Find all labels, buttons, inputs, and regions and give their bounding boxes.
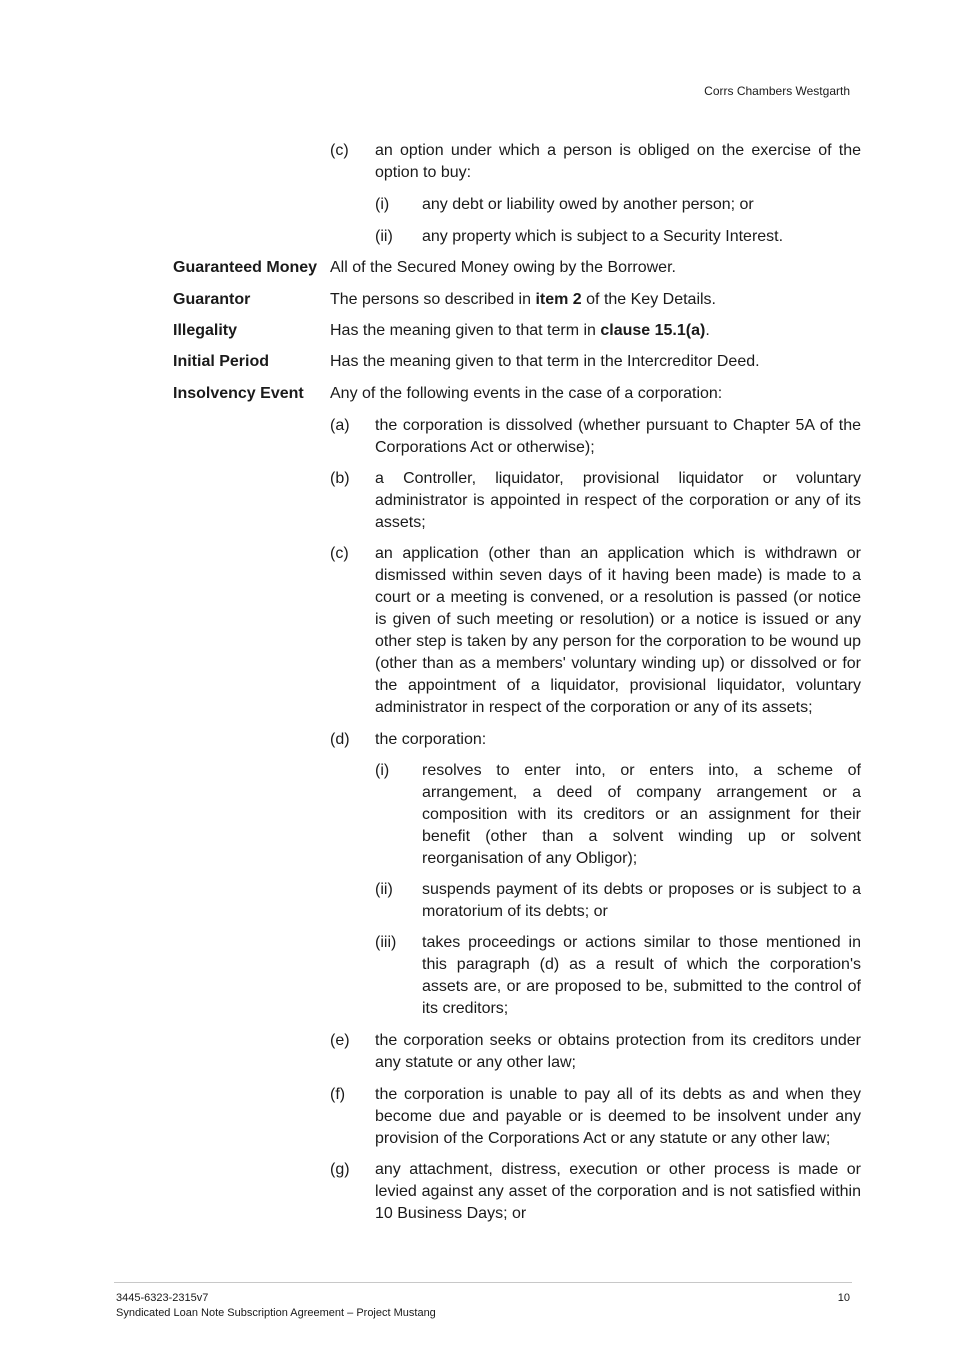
insolvency-b-text: a Controller, liquidator, provisional liquidator or voluntary administrator is appointed in respect of the corporation or any of its assets;: [375, 470, 861, 531]
footer-divider: [114, 1282, 852, 1283]
item-c-ii-text: any property which is subject to a Security Interest.: [422, 228, 784, 245]
insolvency-e-label: (e): [330, 1032, 350, 1049]
insolvency-d-label: (d): [330, 731, 350, 748]
insolvency-d-i-text: resolves to enter into, or enters into, a scheme of arrangement, a deed of company arrangement or a composition with its creditors or an assignment for their benefit (other than a solvent winding up or solvent reorganisation of any Obligor);: [422, 762, 861, 867]
insolvency-f-text: the corporation is unable to pay all of its debts as and when they become due and payable or is deemed to be insolvent under any provision of the Corporations Act or any statute or any other law;: [375, 1086, 861, 1147]
insolvency-g-text: any attachment, distress, execution or other process is made or levied against any asset of the corporation and is not satisfied within 10 Business Days; or: [375, 1161, 861, 1222]
def-illegality: Has the meaning given to that term in clause 15.1(a).: [330, 322, 710, 339]
item-c-i-text: any debt or liability owed by another person; or: [422, 196, 754, 213]
term-insolvency-event: Insolvency Event: [173, 385, 304, 402]
insolvency-a-label: (a): [330, 417, 350, 434]
insolvency-g-label: (g): [330, 1161, 350, 1178]
insolvency-a-text: the corporation is dissolved (whether pursuant to Chapter 5A of the Corporations Act or otherwise);: [375, 417, 861, 456]
footer-title: Syndicated Loan Note Subscription Agreement – Project Mustang: [116, 1307, 436, 1319]
term-illegality: Illegality: [173, 322, 238, 339]
def-insolvency-event: Any of the following events in the case of a corporation:: [330, 385, 723, 402]
footer-page-number: 10: [837, 1292, 850, 1304]
insolvency-d-ii-label: (ii): [375, 881, 393, 898]
insolvency-d-iii-label: (iii): [375, 934, 397, 951]
item-c-ii-label: (ii): [375, 228, 393, 245]
def-guaranteed-money: All of the Secured Money owing by the Borrower.: [330, 259, 676, 276]
insolvency-c-label: (c): [330, 545, 349, 562]
item-c-text: an option under which a person is obliged on the exercise of the option to buy:: [375, 142, 861, 181]
item-c-label: (c): [330, 142, 349, 159]
insolvency-d-text: the corporation:: [375, 731, 487, 748]
insolvency-b-label: (b): [330, 470, 350, 487]
def-guarantor: The persons so described in item 2 of the Key Details.: [330, 291, 716, 308]
insolvency-e-text: the corporation seeks or obtains protection from its creditors under any statute or any other law;: [375, 1032, 861, 1071]
insolvency-c-text: an application (other than an application which is withdrawn or dismissed within seven days of it having been made) is made to a court or a meeting is convened, or a resolution is passed (or notice is given of such meeting or resolution) or a notice is issued or any other step is taken by any person for the corporation to be wound up (other than as a members' voluntary winding up) or dissolved or for the appointment of a liquidator, provisional liquidator, voluntary administrator in respect of the corporation or any of its assets;: [375, 545, 861, 716]
term-initial-period: Initial Period: [173, 353, 270, 370]
header-firm-name: Corrs Chambers Westgarth: [704, 84, 850, 98]
def-initial-period: Has the meaning given to that term in the Intercreditor Deed.: [330, 353, 760, 370]
insolvency-f-label: (f): [330, 1086, 346, 1103]
term-guarantor: Guarantor: [173, 291, 251, 308]
term-guaranteed-money: Guaranteed Money: [173, 259, 318, 276]
insolvency-d-iii-text: takes proceedings or actions similar to those mentioned in this paragraph (d) as a result of which the corporation's assets are, or are proposed to be, submitted to the control of its creditors;: [422, 934, 861, 1017]
footer-doc-id: 3445-6323-2315v7: [116, 1292, 209, 1304]
item-c-i-label: (i): [375, 196, 390, 213]
insolvency-d-ii-text: suspends payment of its debts or proposes or is subject to a moratorium of its debts; or: [422, 881, 861, 920]
insolvency-d-i-label: (i): [375, 762, 390, 779]
